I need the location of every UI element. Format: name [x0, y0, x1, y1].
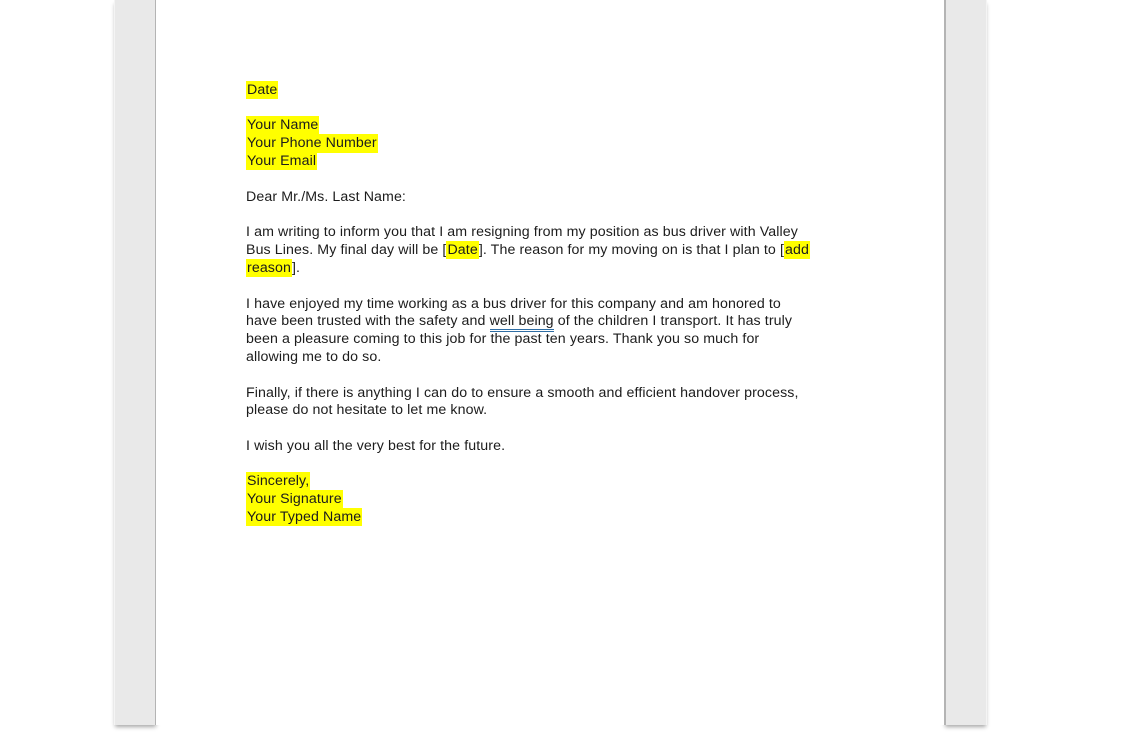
letter-line	[246, 189, 886, 207]
letter-line	[246, 153, 886, 171]
highlighted-placeholder: Your Signature	[247, 491, 342, 508]
page-margin-strip-right	[944, 0, 987, 725]
text-segment: allowing me to do so.	[246, 348, 382, 365]
letter-line	[246, 331, 886, 349]
letter-line	[246, 135, 886, 153]
text-segment: I am writing to inform you that I am resigning from my position as bus driver with Valley	[246, 224, 798, 241]
text-segment: I wish you all the very best for the future.	[246, 437, 506, 454]
text-segment: please do not hesitate to let me know.	[246, 402, 488, 419]
text-segment: Bus Lines. My final day will be [	[246, 242, 447, 259]
text-segment: of the children I transport. It has truly	[553, 313, 793, 330]
text-segment: ].	[291, 259, 301, 276]
highlighted-placeholder: add	[785, 242, 809, 259]
date-placeholder	[246, 82, 886, 100]
sender-contact-block	[246, 118, 886, 171]
letter-line	[246, 385, 886, 403]
page-margin-strip-left	[114, 0, 157, 725]
salutation	[246, 189, 886, 207]
letter-line	[246, 509, 886, 527]
paragraph-handover	[246, 385, 886, 421]
highlighted-placeholder: reason	[247, 259, 291, 276]
grammar-underlined-text: well being	[490, 313, 554, 332]
text-segment: Dear Mr./Ms. Last Name:	[246, 188, 406, 205]
paragraph-gratitude	[246, 296, 886, 367]
highlighted-placeholder: Your Email	[247, 153, 317, 170]
highlighted-placeholder: Your Name	[247, 117, 319, 134]
letter-line	[246, 224, 886, 242]
text-segment: ]. The reason for my moving on is that I plan to [	[478, 242, 785, 259]
letter-line	[246, 349, 886, 367]
text-segment: I have enjoyed my time working as a bus driver for this company and am honored to	[246, 295, 781, 312]
letter-line	[246, 82, 886, 100]
letter-line	[246, 118, 886, 136]
letter-line	[246, 242, 886, 260]
letter-line	[246, 313, 886, 331]
paragraph-wishes	[246, 438, 886, 456]
document-page	[156, 0, 944, 725]
highlighted-placeholder: Your Phone Number	[247, 135, 377, 152]
letter-body	[246, 82, 886, 527]
letter-line	[246, 438, 886, 456]
letter-line	[246, 260, 886, 278]
letter-line	[246, 296, 886, 314]
highlighted-placeholder: Date	[447, 242, 478, 259]
letter-line	[246, 402, 886, 420]
letter-line	[246, 474, 886, 492]
text-segment: been a pleasure coming to this job for the past ten years. Thank you so much for	[246, 331, 760, 348]
highlighted-placeholder: Date	[247, 82, 278, 98]
text-segment: Finally, if there is anything I can do to ensure a smooth and efficient handover process,	[246, 384, 799, 401]
paragraph-resignation	[246, 224, 886, 277]
signature-block	[246, 474, 886, 527]
highlighted-placeholder: Your Typed Name	[247, 509, 362, 526]
text-segment: have been trusted with the safety and	[246, 313, 490, 330]
highlighted-placeholder: Sincerely,	[247, 473, 310, 490]
letter-line	[246, 491, 886, 509]
